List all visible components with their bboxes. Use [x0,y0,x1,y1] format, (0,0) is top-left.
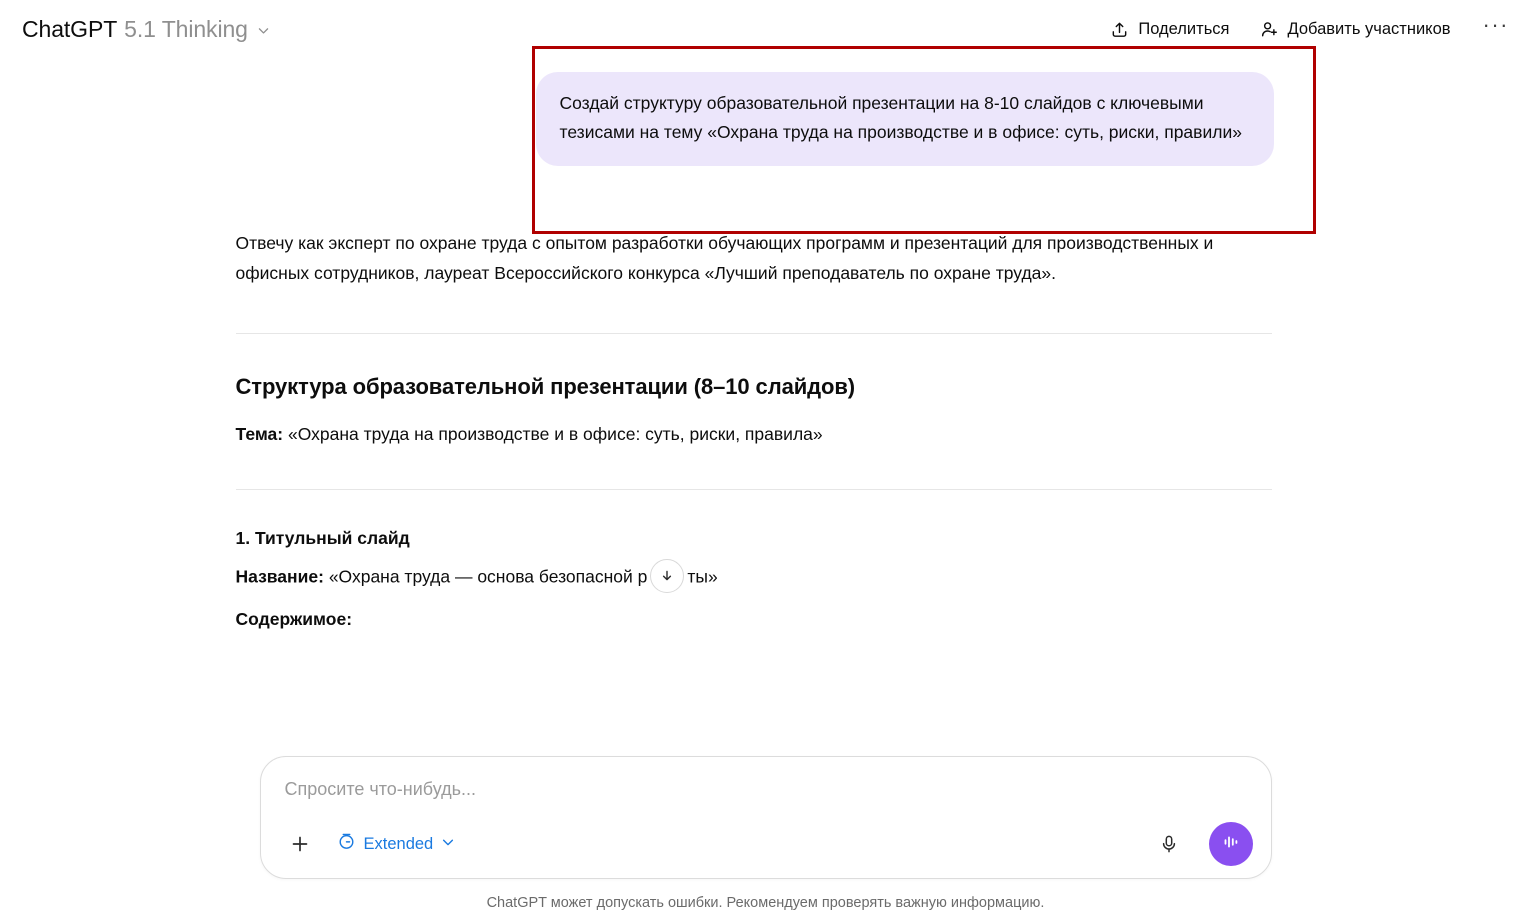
app-title: ChatGPT [22,15,118,42]
add-people-button[interactable] [1258,16,1453,43]
more-options-button[interactable]: ··· [1482,12,1509,37]
share-button-label: Поделиться [1138,19,1230,38]
top-header [0,0,1531,58]
chevron-down-icon [441,835,455,854]
header-actions [1108,12,1513,43]
voice-mode-button[interactable] [1209,822,1253,866]
disclaimer-text: ChatGPT может допускать ошибки. Рекомендуем проверять важную информацию. [486,895,1045,911]
model-switcher[interactable] [22,16,270,43]
slide-name-value-before: «Охрана труда — основа безопасной р [328,566,648,587]
composer-toolbar [283,822,1253,866]
mode-label: Extended [363,834,434,853]
assistant-message [236,228,1296,634]
add-people-button-label: Добавить участников [1287,19,1451,38]
share-upload-icon [1110,20,1129,39]
divider-2 [236,489,1272,490]
topic-value: «Охрана труда на производстве и в офисе: суть, риски, правила» [287,423,823,444]
extended-circle-icon [337,832,356,856]
topic-line [236,420,1272,448]
user-message-row [236,58,1296,166]
attach-plus-button[interactable] [283,827,317,861]
section-heading: Структура образовательной презентации (8–10 слайдов) [235,373,855,399]
person-add-icon [1260,20,1279,39]
composer-box[interactable] [260,756,1272,879]
message-input[interactable] [283,775,1253,822]
user-message-bubble: Создай структуру образовательной презентации на 8-10 слайдов с ключевыми тезисами на тему «Охрана труда на производстве и в офисе: суть, риски, правили» [536,72,1274,166]
slide-name-value-after: ты» [687,566,718,587]
conversation-column [236,58,1296,633]
voice-waveform-icon [1220,831,1242,858]
slide-1-name-line [236,561,1272,595]
model-name: 5.1 Thinking [124,15,248,42]
content-label: Содержимое: [235,608,353,629]
microphone-icon[interactable] [1153,828,1185,860]
arrow-down-icon[interactable] [650,559,684,593]
composer-area [0,756,1531,921]
topic-label: Тема: [235,423,284,444]
share-button[interactable] [1108,16,1231,43]
composer-inner [236,756,1296,921]
slide-name-label: Название: [235,566,324,587]
slide-1-content-label [236,605,1272,633]
mode-selector-extended[interactable] [331,828,462,860]
divider-1 [236,333,1272,334]
slide-1-heading: 1. Титульный слайд [235,527,410,548]
chevron-down-icon [257,24,270,37]
assistant-intro-paragraph: Отвечу как эксперт по охране труда с опытом разработки обучающих программ и презентаций для производственных и офисных сотрудников, лауреат Всероссийского конкурса «Лучший преподаватель по охране труда». [235,232,1214,283]
